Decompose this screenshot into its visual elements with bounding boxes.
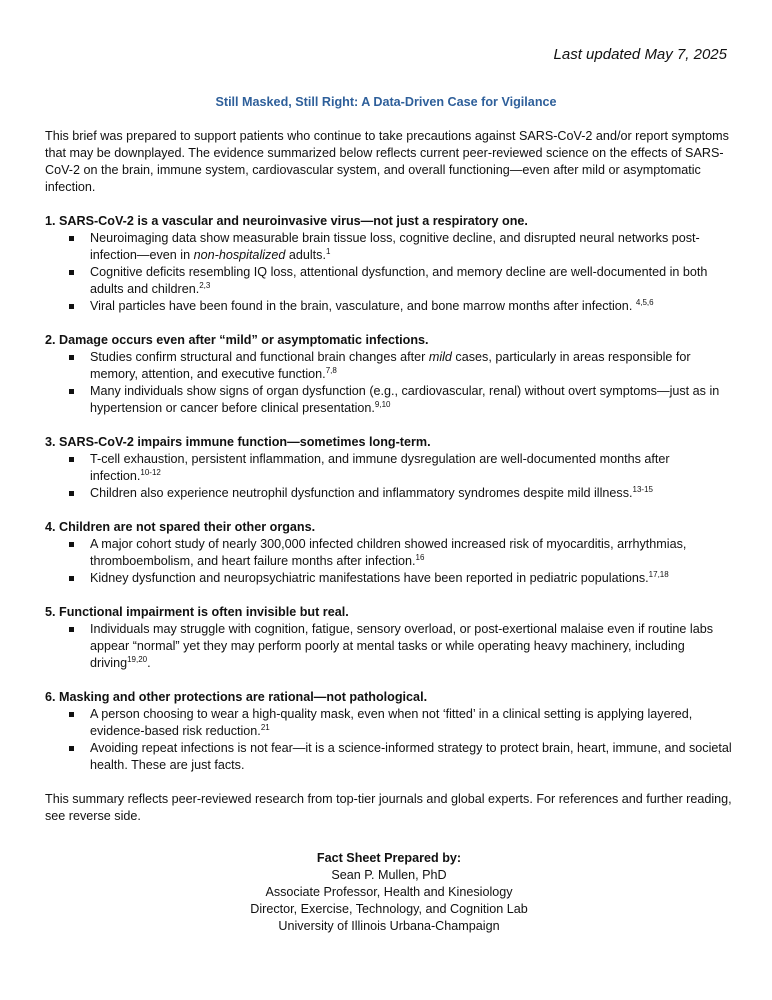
author-lab: Director, Exercise, Technology, and Cognition Lab [250,902,528,916]
citation-superscript: 4,5,6 [635,298,654,307]
closing-paragraph: This summary reflects peer-reviewed research from top-tier journals and global experts. For references and further reading, see reverse side. [45,792,732,823]
bullet-text: Studies confirm structural and functional brain changes after [90,350,429,364]
bullet-list [45,451,733,502]
bullet-item [45,536,733,570]
citation-superscript: 1 [325,247,331,256]
bullet-item [45,740,733,774]
bullet-tail: . [147,656,151,670]
bullet-text: Avoiding repeat infections is not fear—it is a science-informed strategy to protect brain, heart, immune, and societal health. These are just facts. [90,741,732,772]
author-role: Associate Professor, Health and Kinesiology [265,885,513,899]
bullet-text-continued: adults. [285,248,326,262]
section-heading: 1. SARS-CoV-2 is a vascular and neuroinvasive virus—not just a respiratory one. [45,214,528,228]
bullet-text-continued: cases, particularly in areas responsible for memory, attention, and executive function. [90,350,691,381]
section-5 [45,604,733,672]
section-heading: 5. Functional impairment is often invisible but real. [45,605,349,619]
bullet-text: A person choosing to wear a high-quality mask, even when not ‘fitted’ in a clinical setting is applying layered, evidence-based risk reduction. [90,707,693,738]
citation-superscript: 17,18 [648,570,669,579]
bullet-text: Cognitive deficits resembling IQ loss, attentional dysfunction, and memory decline are well-documented in both adults and children. [90,265,708,296]
citation-superscript: 13-15 [632,485,653,494]
bullet-item [45,485,733,502]
section-3 [45,434,733,502]
section-heading: 2. Damage occurs even after “mild” or asymptomatic infections. [45,333,429,347]
bullet-emphasis: mild [428,350,452,364]
bullet-text: Children also experience neutrophil dysfunction and inflammatory syndromes despite mild illness. [90,486,633,500]
document-title: Still Masked, Still Right: A Data-Driven Case for Vigilance [215,95,557,109]
citation-superscript: 21 [260,723,270,732]
bullet-item [45,383,733,417]
evidence-sections [45,213,733,774]
bullet-item [45,298,733,315]
author-institution: University of Illinois Urbana-Champaign [278,919,500,933]
last-updated-date: Last updated May 7, 2025 [553,46,727,63]
bullet-list [45,621,733,672]
bullet-list [45,706,733,774]
bullet-text: Many individuals show signs of organ dysfunction (e.g., cardiovascular, renal) without overt symptoms—just as in hypertension or cancer before clinical presentation. [90,384,720,415]
bullet-text: Kidney dysfunction and neuropsychiatric manifestations have been reported in pediatric populations. [90,571,649,585]
section-1 [45,213,733,315]
citation-superscript: 2,3 [199,281,211,290]
section-heading: 3. SARS-CoV-2 impairs immune function—sometimes long-term. [45,435,431,449]
bullet-text: Individuals may struggle with cognition, fatigue, sensory overload, or post-exertional malaise even if routine labs appear “normal” yet they may perform poorly at mental tasks or while operating heavy machinery, including driving [90,622,714,670]
bullet-item [45,621,733,672]
bullet-item [45,264,733,298]
credits-block [45,850,733,935]
intro-paragraph: This brief was prepared to support patients who continue to take precautions against SARS-CoV-2 and/or report symptoms that may be downplayed. The evidence summarized below reflects current peer-reviewed science on the effects of SARS-CoV-2 on the brain, immune system, cardiovascular system, and overall functioning—even after mild or asymptomatic infection. [45,129,729,194]
bullet-text: Viral particles have been found in the brain, vasculature, and bone marrow months after infection. [90,299,636,313]
bullet-text: T-cell exhaustion, persistent inflammation, and immune dysregulation are well-documented months after infection. [90,452,670,483]
citation-superscript: 19,20 [127,655,148,664]
bullet-item [45,706,733,740]
bullet-item [45,570,733,587]
bullet-item [45,349,733,383]
bullet-text: A major cohort study of nearly 300,000 infected children showed increased risk of myocarditis, arrhythmias, thromboembolism, and heart failure months after infection. [90,537,687,568]
section-4 [45,519,733,587]
section-2 [45,332,733,417]
author-name: Sean P. Mullen, PhD [331,868,447,882]
bullet-list [45,536,733,587]
bullet-list [45,230,733,315]
citation-superscript: 9,10 [374,400,391,409]
bullet-item [45,451,733,485]
document-body [45,128,733,935]
section-heading: 6. Masking and other protections are rational—not pathological. [45,690,428,704]
section-heading: 4. Children are not spared their other organs. [45,520,316,534]
bullet-item [45,230,733,264]
bullet-list [45,349,733,417]
citation-superscript: 10-12 [140,468,161,477]
citation-superscript: 7,8 [325,366,337,375]
bullet-emphasis: non-hospitalized [193,248,286,262]
bullet-text: Neuroimaging data show measurable brain tissue loss, cognitive decline, and disrupted neural networks post-infection—even in [90,231,700,262]
credits-heading: Fact Sheet Prepared by: [316,851,462,865]
citation-superscript: 16 [415,553,425,562]
section-6 [45,689,733,774]
